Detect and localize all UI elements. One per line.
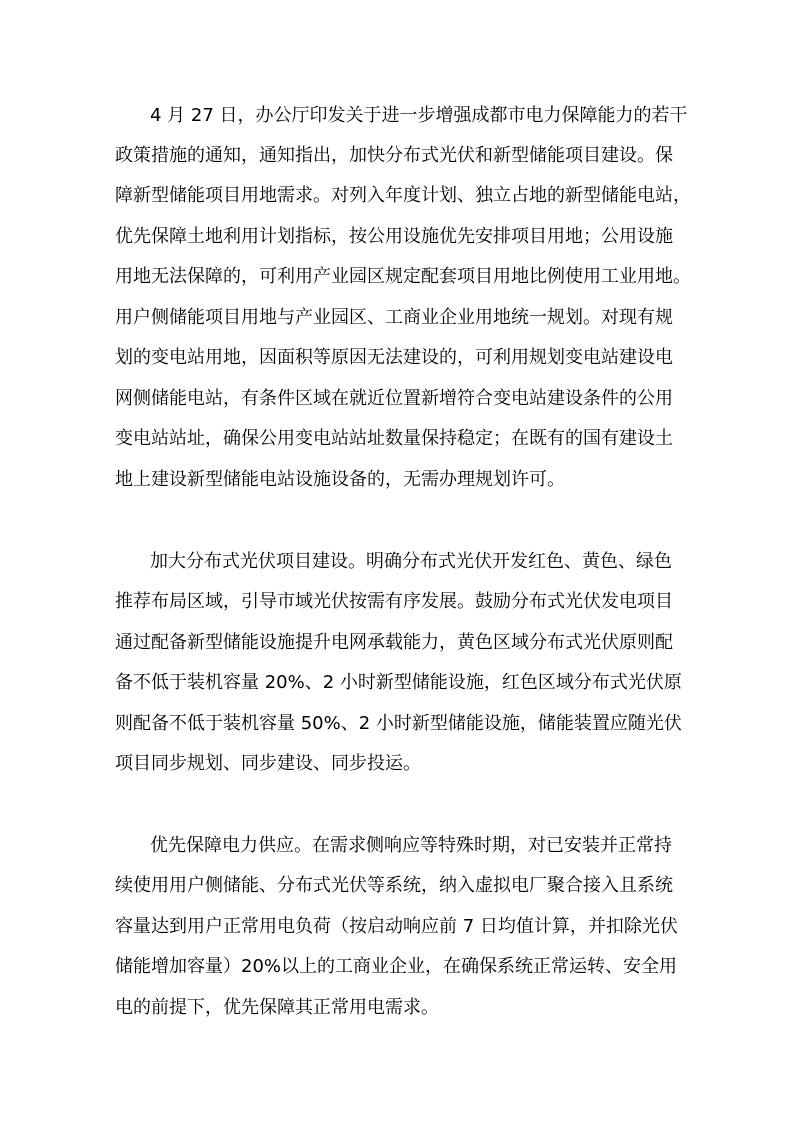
paragraph-line: 用户侧储能项目用地与产业园区、工商业企业用地统一规划。对现有规: [115, 307, 673, 328]
paragraph-line: 项目同步规划、同步建设、同步投运。: [115, 753, 421, 774]
paragraph-line: 电的前提下，优先保障其正常用电需求。: [115, 997, 439, 1018]
paragraph-line: 优先保障电力供应。在需求侧响应等特殊时期，对已安装并正常持: [150, 835, 672, 856]
paragraph-line: 加大分布式光伏项目建设。明确分布式光伏开发红色、黄色、绿色: [150, 551, 672, 572]
paragraph-line: 划的变电站用地，因面积等原因无法建设的，可利用规划变电站建设电: [115, 347, 673, 368]
paragraph-line: 容量达到用户正常用电负荷（按启动响应前 7 日均值计算，并扣除光伏: [115, 916, 678, 937]
paragraph-line: 4 月 27 日，办公厅印发关于进一步增强成都市电力保障能力的若干: [150, 105, 688, 126]
paragraph-line: 障新型储能项目用地需求。对列入年度计划、独立占地的新型储能电站，: [115, 185, 691, 206]
paragraph-line: 储能增加容量）20%以上的工商业企业，在确保系统正常运转、安全用: [115, 956, 678, 977]
paragraph-line: 续使用用户侧储能、分布式光伏等系统，纳入虚拟电厂聚合接入且系统: [115, 875, 673, 896]
paragraph-line: 政策措施的通知，通知指出，加快分布式光伏和新型储能项目建设。保: [115, 145, 673, 166]
paragraph-line: 地上建设新型储能电站设施设备的，无需办理规划许可。: [115, 469, 565, 490]
paragraph-line: 变电站站址，确保公用变电站站址数量保持稳定；在既有的国有建设土: [115, 428, 673, 449]
paragraph-line: 优先保障土地利用计划指标，按公用设施优先安排项目用地；公用设施: [115, 226, 673, 247]
paragraph-line: 则配备不低于装机容量 50%、2 小时新型储能设施，储能装置应随光伏: [115, 713, 682, 734]
paragraph-line: 网侧储能电站，有条件区域在就近位置新增符合变电站建设条件的公用: [115, 388, 673, 409]
paragraph-line: 通过配备新型储能设施提升电网承载能力，黄色区域分布式光伏原则配: [115, 632, 673, 653]
paragraph-line: 推荐布局区域，引导市域光伏按需有序发展。鼓励分布式光伏发电项目: [115, 591, 673, 612]
paragraph-line: 备不低于装机容量 20%、2 小时新型储能设施，红色区域分布式光伏原: [115, 672, 682, 693]
paragraph-line: 用地无法保障的，可利用产业园区规定配套项目用地比例使用工业用地。: [115, 266, 691, 287]
